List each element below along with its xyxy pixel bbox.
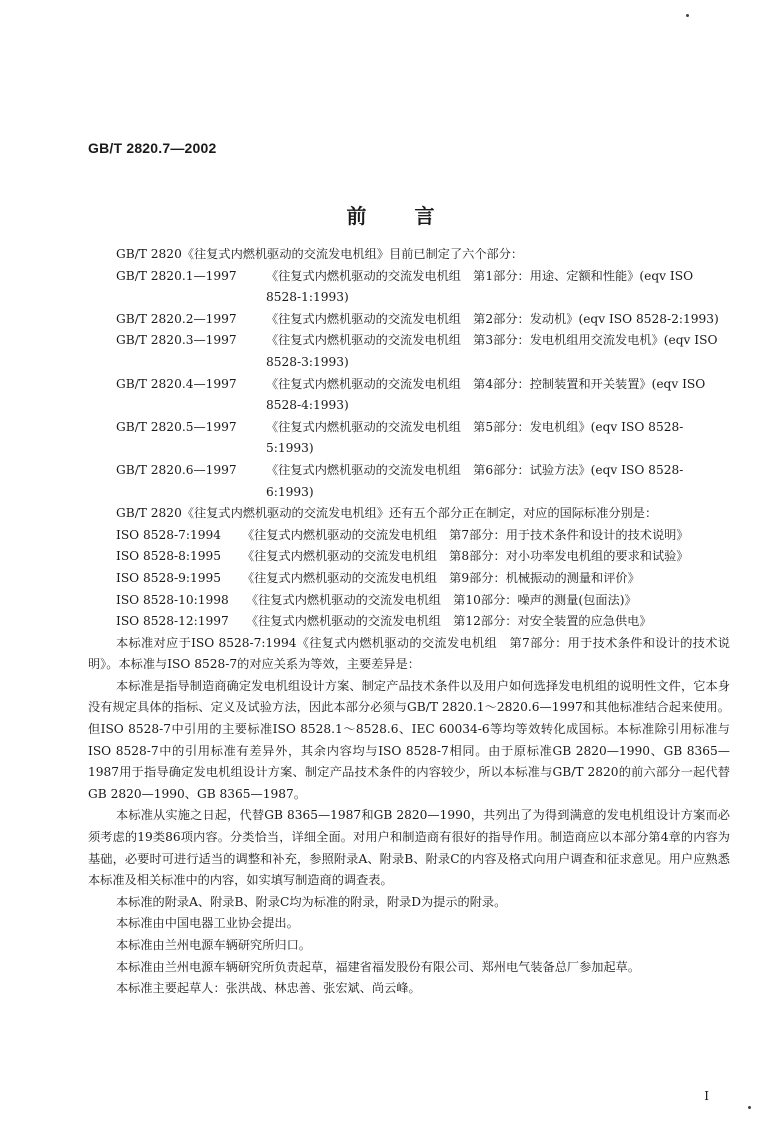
intro-line: GB/T 2820《往复式内燃机驱动的交流发电机组》目前已制定了六个部分： (116, 247, 524, 261)
iso-entry-7 (88, 525, 730, 547)
iso-code: ISO 8528-10:1998 (116, 592, 229, 607)
part-entry-6 (88, 460, 730, 503)
part-title: 《往复式内燃机驱动的交流发电机组 第4部分：控制装置和开关装置》(eqv ISO 8528-4:1993) (266, 376, 706, 413)
part-entry-5 (88, 417, 730, 460)
iso-entry-8 (88, 546, 730, 568)
scan-speck (748, 1106, 751, 1109)
part-title: 《往复式内燃机驱动的交流发电机组 第5部分：发电机组》(eqv ISO 8528-5:1993) (266, 419, 684, 456)
part-entry-3 (88, 330, 730, 373)
iso-code: ISO 8528-12:1997 (116, 614, 229, 629)
iso-entry-9 (88, 568, 730, 590)
paragraph-administered-by: 本标准由兰州电源车辆研究所归口。 (116, 938, 311, 952)
part-code: GB/T 2820.4—1997 (116, 376, 237, 391)
part-title: 《往复式内燃机驱动的交流发电机组 第6部分：试验方法》(eqv ISO 8528-6:1993) (266, 462, 684, 499)
standard-code: GB/T 2820.7—2002 (88, 140, 217, 156)
iso-title: 《往复式内燃机驱动的交流发电机组 第8部分：对小功率发电机组的要求和试验》 (242, 549, 689, 564)
intro2-line: GB/T 2820《往复式内燃机驱动的交流发电机组》还有五个部分正在制定，对应的国际标准分别是： (116, 506, 658, 521)
part-code: GB/T 2820.3—1997 (116, 333, 237, 348)
part-title: 《往复式内燃机驱动的交流发电机组 第2部分：发动机》(eqv ISO 8528-2:1993) (266, 311, 719, 326)
page-title: 前言 (346, 204, 483, 228)
iso-title: 《往复式内燃机驱动的交流发电机组 第7部分：用于技术条件和设计的技术说明》 (242, 527, 689, 542)
iso-code: ISO 8528-7:1994 (116, 527, 222, 542)
iso-entry-10 (88, 590, 730, 612)
part-entry-2 (88, 309, 730, 331)
scan-speck (686, 14, 689, 17)
paragraph-proposed-by: 本标准由中国电器工业协会提出。 (116, 916, 299, 931)
page-number: I (704, 1089, 709, 1103)
paragraph-drafters: 本标准主要起草人：张洪战、林忠善、张宏斌、尚云峰。 (116, 981, 421, 996)
part-code: GB/T 2820.5—1997 (116, 419, 237, 434)
part-code: GB/T 2820.6—1997 (116, 462, 237, 477)
foreword-body (88, 244, 730, 1000)
iso-title: 《往复式内燃机驱动的交流发电机组 第12部分：对安全装置的应急供电》 (246, 614, 652, 629)
iso-title: 《往复式内燃机驱动的交流发电机组 第10部分：噪声的测量(包面法)》 (246, 592, 637, 607)
part-code: GB/T 2820.1—1997 (116, 268, 237, 283)
paragraph-annexes: 本标准的附录A、附录B、附录C均为标准的附录，附录D为提示的附录。 (116, 894, 507, 909)
part-entry-4 (88, 374, 730, 417)
paragraph-drafted-by: 本标准由兰州电源车辆研究所负责起草，福建省福发股份有限公司、郑州电气装备总厂参加起草。 (116, 959, 641, 974)
paragraph-correspondence: 本标准对应于ISO 8528-7:1994《往复式内燃机驱动的交流发电机组 第7部分：用于技术条件和设计的技术说明》。本标准与ISO 8528-7的对应关系为等效，主要差异是： (88, 635, 730, 672)
iso-entry-12 (88, 611, 730, 633)
iso-code: ISO 8528-8:1995 (116, 549, 222, 564)
part-title: 《往复式内燃机驱动的交流发电机组 第1部分：用途、定额和性能》(eqv ISO 8528-1:1993) (266, 268, 694, 305)
iso-title: 《往复式内燃机驱动的交流发电机组 第9部分：机械振动的测量和评价》 (242, 570, 640, 585)
part-title: 《往复式内燃机驱动的交流发电机组 第3部分：发电机组用交流发电机》(eqv ISO 8528-3:1993) (266, 333, 718, 369)
paragraph-replacement: 本标准从实施之日起，代替GB 8365—1987和GB 2820—1990，共列出了为得到满意的发电机组设计方案而必须考虑的19类86项内容。分类恰当，详细全面。对用户和制造商有很好的指导作用。制造商应以本部分第4章的内容为基础，必要时可进行适当的调整和补充，参照附录A、附录B、附录C的内容及格式向用户调查和征求意见。用户应熟悉本标准及相关标准中的内容，如实填写制造商的调查表。 (88, 808, 730, 888)
part-code: GB/T 2820.2—1997 (116, 311, 237, 326)
paragraph-differences: 本标准是指导制造商确定发电机组设计方案、制定产品技术条件以及用户如何选择发电机组的说明性文件，它本身没有规定具体的指标、定义及试验方法，因此本部分必须与GB/T 2820.1～2820.6—1997和其他标准结合起来使用。但ISO 8528-7中引用的主要标准ISO 8528.1～8528.6、IEC 60034-6等均等效转化成国标。本标准除引用标准与ISO 8528-7中的引用标准有差异外，其余内容均与ISO 8528-7相同。由于原标准GB 2820—1990、GB 8365—1987用于指导确定发电机组设计方案、制定产品技术条件的内容较少，所以本标准与GB/T 2820的前六部分一起代替GB 2820—1990、GB 8365—1987。 (88, 678, 730, 801)
iso-code: ISO 8528-9:1995 (116, 570, 222, 585)
part-entry-1 (88, 266, 730, 309)
